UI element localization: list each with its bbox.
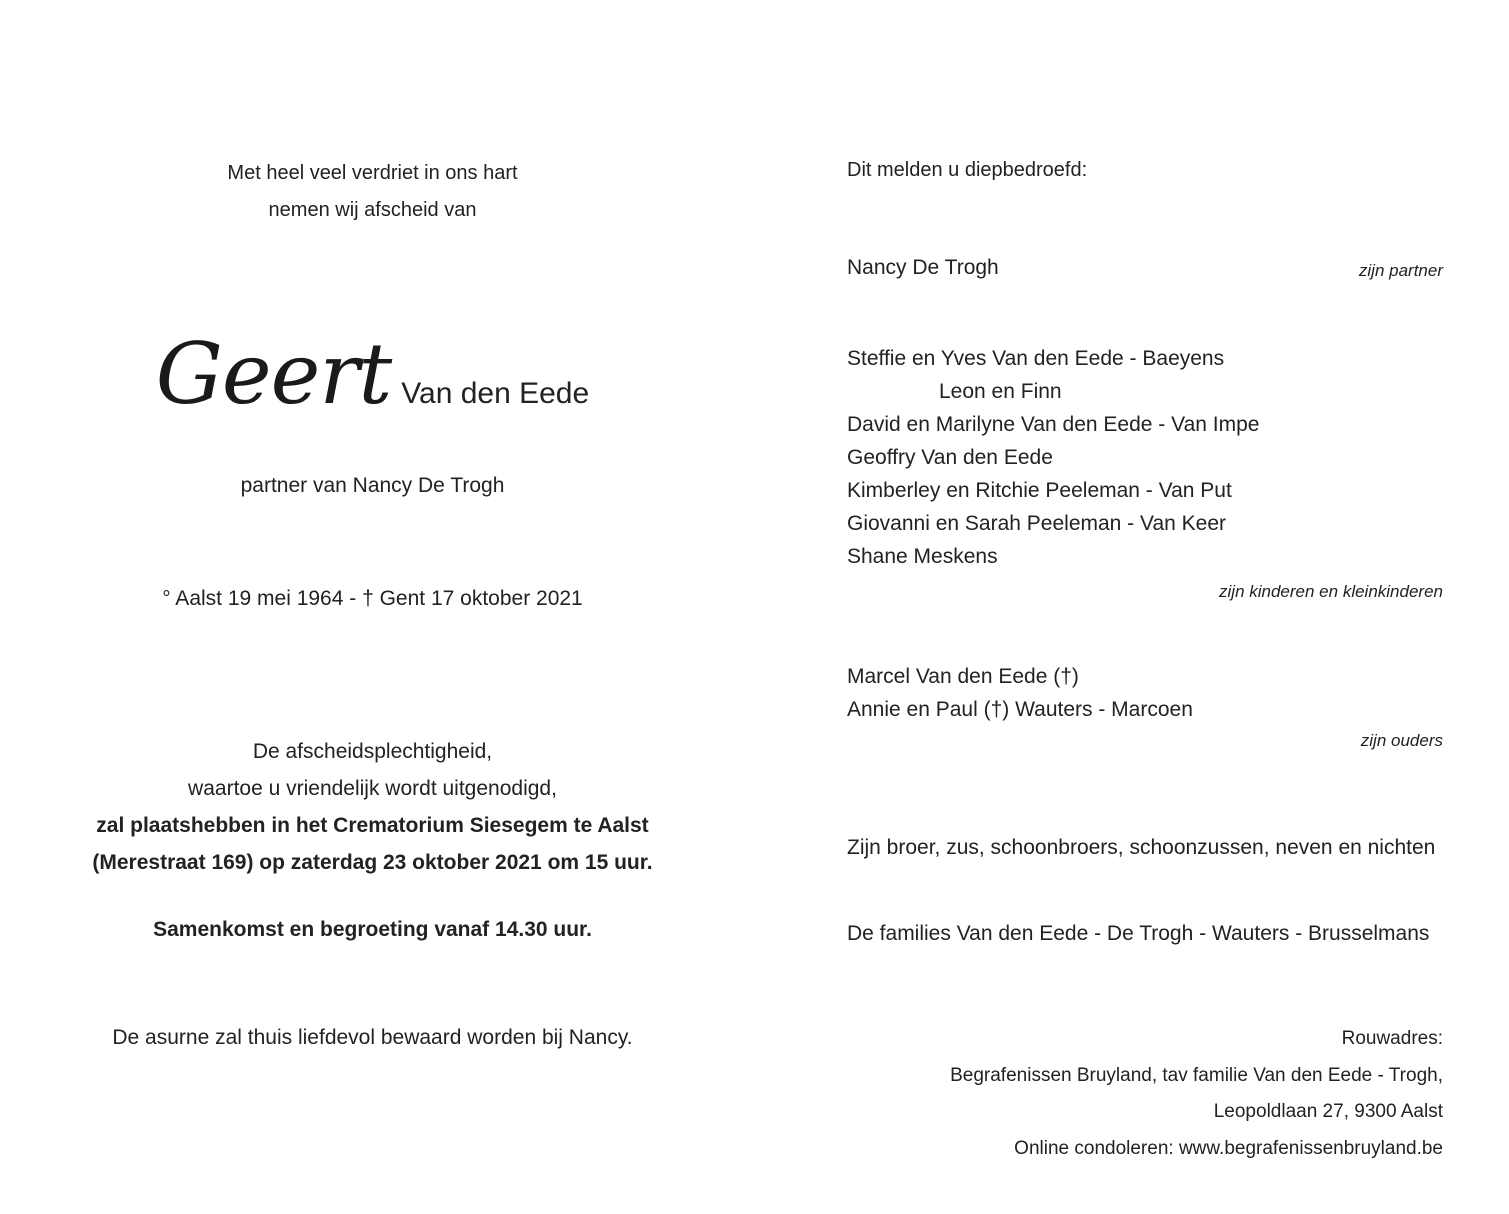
children-list (847, 342, 1259, 573)
intro-text (60, 155, 685, 229)
address-line: Leopoldlaan 27, 9300 Aalst (1213, 1101, 1443, 1122)
parents-role: zijn ouders (1360, 731, 1443, 750)
mourning-address (950, 1021, 1443, 1167)
partner-role: zijn partner (1358, 261, 1443, 280)
gathering-text: Samenkomst en begroeting vanaf 14.30 uur. (153, 918, 592, 941)
families-text: De families Van den Eede - De Trogh - Wauters - Brusselmans (847, 922, 1430, 945)
list-item: Marcel Van den Eede (†) (847, 665, 1079, 688)
ceremony-line-4: (Merestraat 169) op zaterdag 23 oktober 2021 om 15 uur. (92, 851, 653, 874)
partner-line: partner van Nancy De Trogh (240, 474, 505, 497)
list-item: Leon en Finn (939, 380, 1062, 403)
list-item: Shane Meskens (847, 545, 998, 568)
address-line: Begrafenissen Bruyland, tav familie Van den Eede - Trogh, (950, 1064, 1443, 1086)
right-column (847, 0, 1487, 1214)
siblings-text: Zijn broer, zus, schoonbroers, schoonzussen, neven en nichten (847, 836, 1436, 859)
address-line: Online condoleren: www.begrafenissenbruyland.be (1014, 1137, 1443, 1159)
urn-text: De asurne zal thuis liefdevol bewaard worden bij Nancy. (112, 1026, 633, 1049)
list-item: Geoffry Van den Eede (847, 446, 1053, 469)
intro-line-2: nemen wij afscheid van (268, 199, 477, 221)
parents-list (847, 660, 1193, 726)
ceremony-line-2: waartoe u vriendelijk wordt uitgenodigd, (188, 777, 557, 800)
announce-heading: Dit melden u diepbedroefd: (847, 159, 1088, 181)
deceased-name (60, 325, 685, 435)
address-line: Rouwadres: (1341, 1028, 1443, 1049)
list-item: Giovanni en Sarah Peeleman - Van Keer (847, 512, 1227, 535)
list-item: Steffie en Yves Van den Eede - Baeyens (847, 347, 1225, 370)
ceremony-line-1: De afscheidsplechtigheid, (252, 740, 493, 763)
intro-line-1: Met heel veel verdriet in ons hart (227, 162, 518, 184)
children-role: zijn kinderen en kleinkinderen (1219, 582, 1443, 601)
ceremony-line-3: zal plaatshebben in het Crematorium Siesegem te Aalst (96, 814, 649, 837)
last-name: Van den Eede (401, 377, 590, 410)
life-dates: ° Aalst 19 mei 1964 - † Gent 17 oktober 2021 (162, 587, 583, 610)
list-item: Kimberley en Ritchie Peeleman - Van Put (847, 479, 1232, 502)
list-item: Annie en Paul (†) Wauters - Marcoen (847, 698, 1193, 721)
first-name: Geert (155, 325, 392, 423)
ceremony-text (60, 733, 685, 881)
partner-name: Nancy De Trogh (847, 256, 999, 279)
left-column (60, 0, 685, 1214)
list-item: David en Marilyne Van den Eede - Van Impe (847, 413, 1260, 436)
